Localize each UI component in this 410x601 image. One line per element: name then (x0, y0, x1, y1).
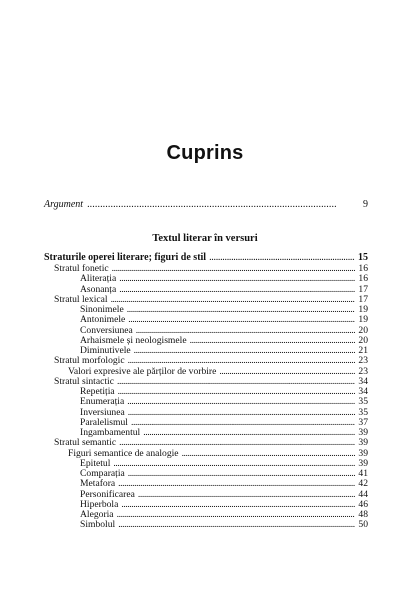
toc-entry-page: 20 (358, 324, 368, 336)
dot-leader (134, 346, 355, 356)
toc-entry-label: Alegoria (80, 509, 114, 520)
toc-entry-page: 39 (358, 447, 368, 459)
dot-leader (117, 377, 355, 387)
dot-leader (119, 285, 355, 295)
toc-entry-page: 50 (358, 519, 368, 531)
toc-entry-page: 16 (358, 273, 368, 285)
toc-entry-page: 34 (358, 386, 368, 397)
toc-entry-label: Epitetul (80, 457, 111, 469)
dot-leader (112, 264, 355, 274)
dot-leader (118, 479, 355, 489)
toc-entry-label: Repetiția (80, 386, 115, 397)
dot-leader (119, 438, 355, 448)
toc-entry-page: 35 (358, 406, 368, 418)
toc-entry-label: Personificarea (80, 488, 135, 500)
dot-leader (128, 356, 355, 366)
toc-entry-page: 41 (358, 468, 368, 479)
toc-entry-page: 19 (358, 304, 368, 315)
toc-entry-label: Antonimele (80, 314, 126, 326)
dot-leader (111, 295, 355, 305)
toc-entry-label: Ingambamentul (80, 427, 141, 438)
toc-entry-label: Metafora (80, 478, 116, 490)
toc-entry-label: Simbolul (80, 519, 116, 531)
toc-entry-page: 19 (358, 314, 368, 326)
dot-leader (118, 520, 355, 530)
toc-entry-page: 39 (358, 437, 368, 449)
toc-entry-page: 16 (358, 263, 368, 274)
dot-leader (190, 336, 355, 346)
toc-entry-label: Diminutivele (80, 345, 131, 356)
dot-leader (182, 449, 355, 459)
toc-entry-label: Hiperbola (80, 498, 119, 510)
toc-entry-label: Comparația (80, 468, 125, 479)
toc-entry-label: Argument (44, 199, 84, 210)
toc-entry-page: 23 (358, 355, 368, 367)
dot-leader (128, 469, 355, 479)
toc-entry (44, 479, 368, 489)
dot-leader (128, 408, 355, 418)
dot-leader (87, 199, 359, 211)
dot-leader (143, 428, 355, 438)
section-title: Textul literar în versuri (152, 233, 258, 244)
toc-entry-label: Sinonimele (80, 304, 124, 315)
toc-entry-label: Aliterația (80, 273, 117, 285)
toc-entry-page: 23 (358, 365, 368, 377)
dot-leader (219, 367, 355, 377)
toc-entry-page: 37 (358, 416, 368, 428)
dot-leader (138, 490, 355, 500)
toc-entry-label: Valori expresive ale părților de vorbire (68, 365, 217, 377)
toc-entry-label: Inversiunea (80, 406, 125, 418)
toc-entry-label: Asonanța (80, 283, 117, 295)
toc-entry-page: 20 (358, 334, 368, 346)
toc-entry (44, 438, 368, 448)
toc-entry-page: 42 (358, 478, 368, 490)
toc-entry-page: 15 (358, 252, 368, 263)
toc-entry-page: 44 (358, 488, 368, 500)
dot-leader (119, 274, 355, 284)
toc-entry-label: Stratul sintactic (54, 375, 114, 387)
toc-entry-label: Paralelismul (80, 416, 128, 428)
dot-leader (128, 315, 355, 325)
toc-entry-label: Stratul morfologic (54, 355, 125, 367)
toc-entry-page: 39 (358, 457, 368, 469)
toc-entry-label: Stratul lexical (54, 293, 108, 305)
toc-entry-page: 17 (358, 283, 368, 295)
toc-entry (44, 520, 368, 530)
toc-entry-label: Straturile operei literare; figuri de stil (44, 252, 207, 263)
dot-leader (121, 500, 355, 510)
toc-entry (44, 315, 368, 325)
dot-leader (113, 459, 355, 469)
toc-entry-label: Stratul fonetic (54, 263, 109, 274)
toc-entry-page: 9 (363, 199, 368, 210)
toc-entry (44, 397, 368, 407)
toc-entry-page: 34 (358, 375, 368, 387)
toc-entry-page: 35 (358, 396, 368, 408)
dot-leader (127, 397, 355, 407)
page-title: Cuprins (166, 142, 244, 164)
dot-leader (118, 387, 355, 397)
toc-entry-page: 39 (358, 427, 368, 438)
dot-leader (209, 252, 355, 264)
toc-entry-page: 46 (358, 498, 368, 510)
dot-leader (117, 510, 355, 520)
toc-entry (44, 274, 368, 284)
toc-entry-label: Stratul semantic (54, 437, 117, 449)
toc-entry-page: 48 (358, 509, 368, 520)
table-of-contents (44, 252, 368, 531)
dot-leader (131, 418, 355, 428)
toc-entry-label: Figuri semantice de analogie (68, 447, 179, 459)
toc-entry-label: Conversiunea (80, 324, 133, 336)
toc-entry-label: Arhaismele și neologismele (80, 334, 187, 346)
toc-entry-page: 21 (358, 345, 368, 356)
dot-leader (127, 305, 355, 315)
toc-entry-argument (44, 199, 368, 211)
toc-entry (44, 356, 368, 366)
toc-entry-label: Enumerația (80, 396, 125, 408)
toc-entry-page: 17 (358, 293, 368, 305)
